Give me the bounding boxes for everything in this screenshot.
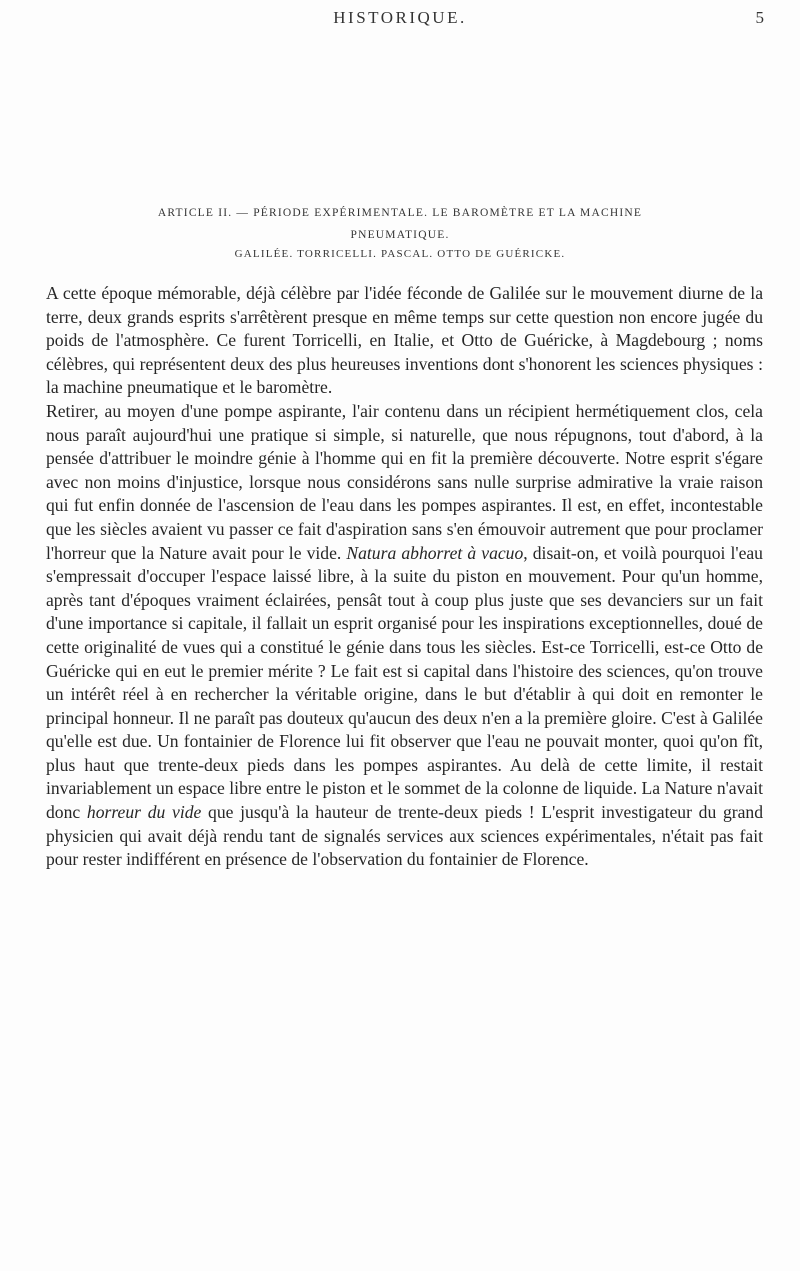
italic-phrase: horreur du vide — [86, 802, 202, 823]
body-text — [46, 282, 763, 872]
article-subheading: GALILÉE. TORRICELLI. PASCAL. OTTO DE GUÉRICKE. — [234, 248, 566, 260]
paragraph-2 — [46, 400, 763, 872]
article-heading-line-1: ARTICLE II. — PÉRIODE EXPÉRIMENTALE. LE BAROMÈTRE ET LA MACHINE — [157, 207, 643, 219]
running-title: HISTORIQUE. — [333, 8, 467, 27]
paragraph-2-part-2: , disait-on, et voilà pourquoi l'eau s'empressait d'occuper l'espace laissé libre, à la suite du piston en mouvement. Pour qu'un homme, après tant d'époques vraiment éclairées, pensât tout à coup plus juste que ses devanciers sur un fait d'une importance si capitale, il fallait un esprit organisé pour les inspirations exceptionnelles, doué de cette originalité de vues qui a constitué le génie dans tous les siècles. Est-ce Torricelli, est-ce Otto de Guéricke qui en eut le premier mérite ? Le fait est si capital dans l'histoire des sciences, qu'on trouve un intérêt réel à en rechercher la véritable origine, dans le but d'établir à qui doit en remonter le principal honneur. Il ne paraît pas douteux qu'aucun des deux n'en a la première gloire. C'est à Galilée qu'elle est due. Un fontainier de Florence lui fit observer que l'eau ne pouvait monter, quoi qu'on fît, plus haut que trente-deux pieds dans les pompes aspirantes. Au delà de cette limite, il restait invariablement un espace libre entre le piston et le sommet de la colonne de liquide. La Nature n'avait donc — [46, 542, 763, 823]
page-number: 5 — [755, 8, 764, 27]
running-head — [0, 8, 800, 32]
paragraph-2-part-3: que jusqu'à la hauteur de trente-deux pieds ! L'esprit investigateur du grand physicien qui avait déjà rendu tant de signalés services aux sciences expérimentales, n'était pas fait pour rester indifférent en présence de l'observation du fontainier de Florence. — [46, 802, 764, 870]
article-heading — [0, 202, 800, 246]
paragraph-2-part-1: Retirer, au moyen d'une pompe aspirante, l'air contenu dans un récipient hermétiquement clos, cela nous paraît aujourd'hui une pratique si simple, si naturelle, que nous répugnons, tout d'abord, à la pensée d'attribuer le moindre génie à l'homme qui en fit la première découverte. Notre esprit s'égare avec non moins d'injustice, lorsque nous considérons sans nulle surprise admirative la vraie raison qui fut enfin donnée de l'ascension de l'eau dans les pompes aspirantes. Il est, en effet, incontestable que les siècles avaient vu passer ce fait d'aspiration sans s'en émouvoir autrement que pour proclamer l'horreur que la Nature avait pour le vide. — [46, 400, 763, 563]
paragraph-1: A cette époque mémorable, déjà célèbre par l'idée féconde de Galilée sur le mouvement diurne de la terre, deux grands esprits s'arrêtèrent presque en même temps sur cette question non encore jugée du poids de l'atmosphère. Ce furent Torricelli, en Italie, et Otto de Guéricke, à Magdebourg ; noms célèbres, qui représentent deux des plus heureuses inventions dont s'honorent les sciences physiques : la machine pneumatique et le baromètre. — [46, 283, 763, 398]
latin-quote: Natura abhorret à vacuo — [346, 542, 524, 563]
article-heading-line-2: PNEUMATIQUE. — [350, 229, 450, 241]
